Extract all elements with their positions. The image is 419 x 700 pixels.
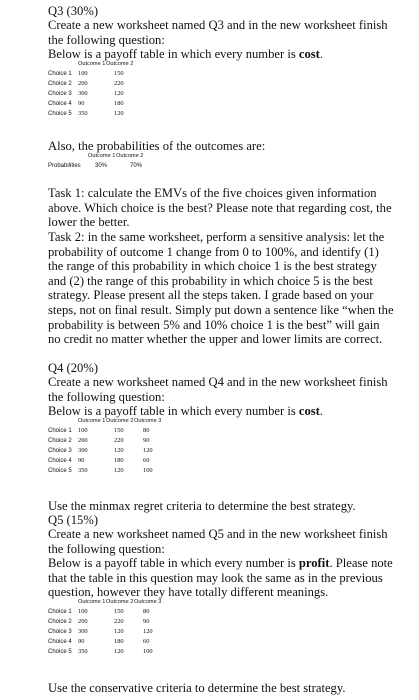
q3-task2: Task 2: in the same worksheet, perform a sensitive analysis: let the probability of outcome 1 change from 0 to 100%, and identify (1) the range of this probability in which choice 1 is the best strategy and (2) the range of this probability in which choice 5 is the best strategy. Please present all the steps taken. I grade based on your steps, not on final result. Simply put down a sentence like “when the probability is between 5% and 10% choice 1 is the best” will gain no credit no matter whether the upper and lower limits are correct. — [48, 230, 394, 347]
q5-heading: Q5 (15%) — [48, 513, 99, 527]
q4-heading: Q4 (20%) — [48, 361, 99, 375]
q5-intro: Create a new worksheet named Q5 and in the new worksheet finish the following question: — [48, 527, 388, 556]
q3-task1: Task 1: calculate the EMVs of the five choices given information above. Which choice is the best? Please note that regarding cost, the lower the better. — [48, 186, 392, 230]
q3-probability-intro: Also, the probabilities of the outcomes are: — [48, 139, 266, 153]
q3-payoff-keyword: cost — [298, 47, 320, 61]
q4-instruction: Use the minmax regret criteria to determine the best strategy. — [48, 499, 356, 513]
q4-payoff-note: Below is a payoff table in which every number is cost. — [48, 404, 324, 418]
document-page: Q3 (30%) Create a new worksheet named Q3 and in the new worksheet finish the following question: Below is a payoff table in which every number is cost. Outcome 1 Outcome 2 Choice 1 100 150 Choice 2 200 220 Choice 3 300 120 Choice 4 90 180 Choice 5 350 120 Also, the probabilities of the outcomes are: Outcome 1 Outcome 2 Probabilities 30% 70% Task 1: calculate the EMVs of the five choices given information above. Which choice is the best? Please note that regarding cost, the lower the better. Task 2: in the same worksheet, perform a sensitive analysis: let the probability of outcome 1 change from 0 to 100%, and identify (1) the range of this probability in which choice 1 is the best strategy and (2) the range of this probability in which choice 5 is the best strategy. Please present all the steps taken. I grade based on your steps, not on final result. Simply put down a sentence like “when the probability is between 5% and 10% choice 1 is the best” will gain no credit no matter whether the upper and lower limits are correct. Q4 (20%) Create a new worksheet named Q4 and in the new worksheet finish the following question: Below is a payoff table in which every number is cost. Outcome 1 Outcome 2 Outcome 3 Choice 1 100 150 80 Choice 2 200 220 90 Choice 3 300 120 120 Choice 4 90 180 60 Choice 5 350 120 100 Use the minmax regret criteria to determine the best strategy. Q5 (15%) Create a new worksheet named Q5 and in the new worksheet finish the following question: Below is a payoff table in which every number is profit. Please note that the table in this question may look the same as in the previous question, however they have totally different meanings. Outcome 1 Outcome 2 Outcome 3 Choice 1 100 150 80 Choice 2 200 220 90 Choice 3 300 120 120 Choice 4 90 180 60 Choice 5 350 120 100 Use the conservative criteria to determine the best strategy. — [48, 4, 394, 695]
q3-intro: Create a new worksheet named Q3 and in the new worksheet finish the following question: — [48, 18, 388, 47]
q5-payoff-note: Below is a payoff table in which every number is profit. Please note that the table in this question may look the same as in the previous question, however they have totally different meanings. — [48, 556, 393, 600]
q5-instruction: Use the conservative criteria to determine the best strategy. — [48, 681, 346, 695]
q3-heading: Q3 (30%) — [48, 4, 99, 18]
q5-payoff-keyword: profit — [298, 556, 330, 570]
q4-payoff-keyword: cost — [298, 404, 320, 418]
q4-intro: Create a new worksheet named Q4 and in the new worksheet finish the following question: — [48, 375, 388, 404]
q3-payoff-note: Below is a payoff table in which every number is cost. — [48, 47, 324, 61]
